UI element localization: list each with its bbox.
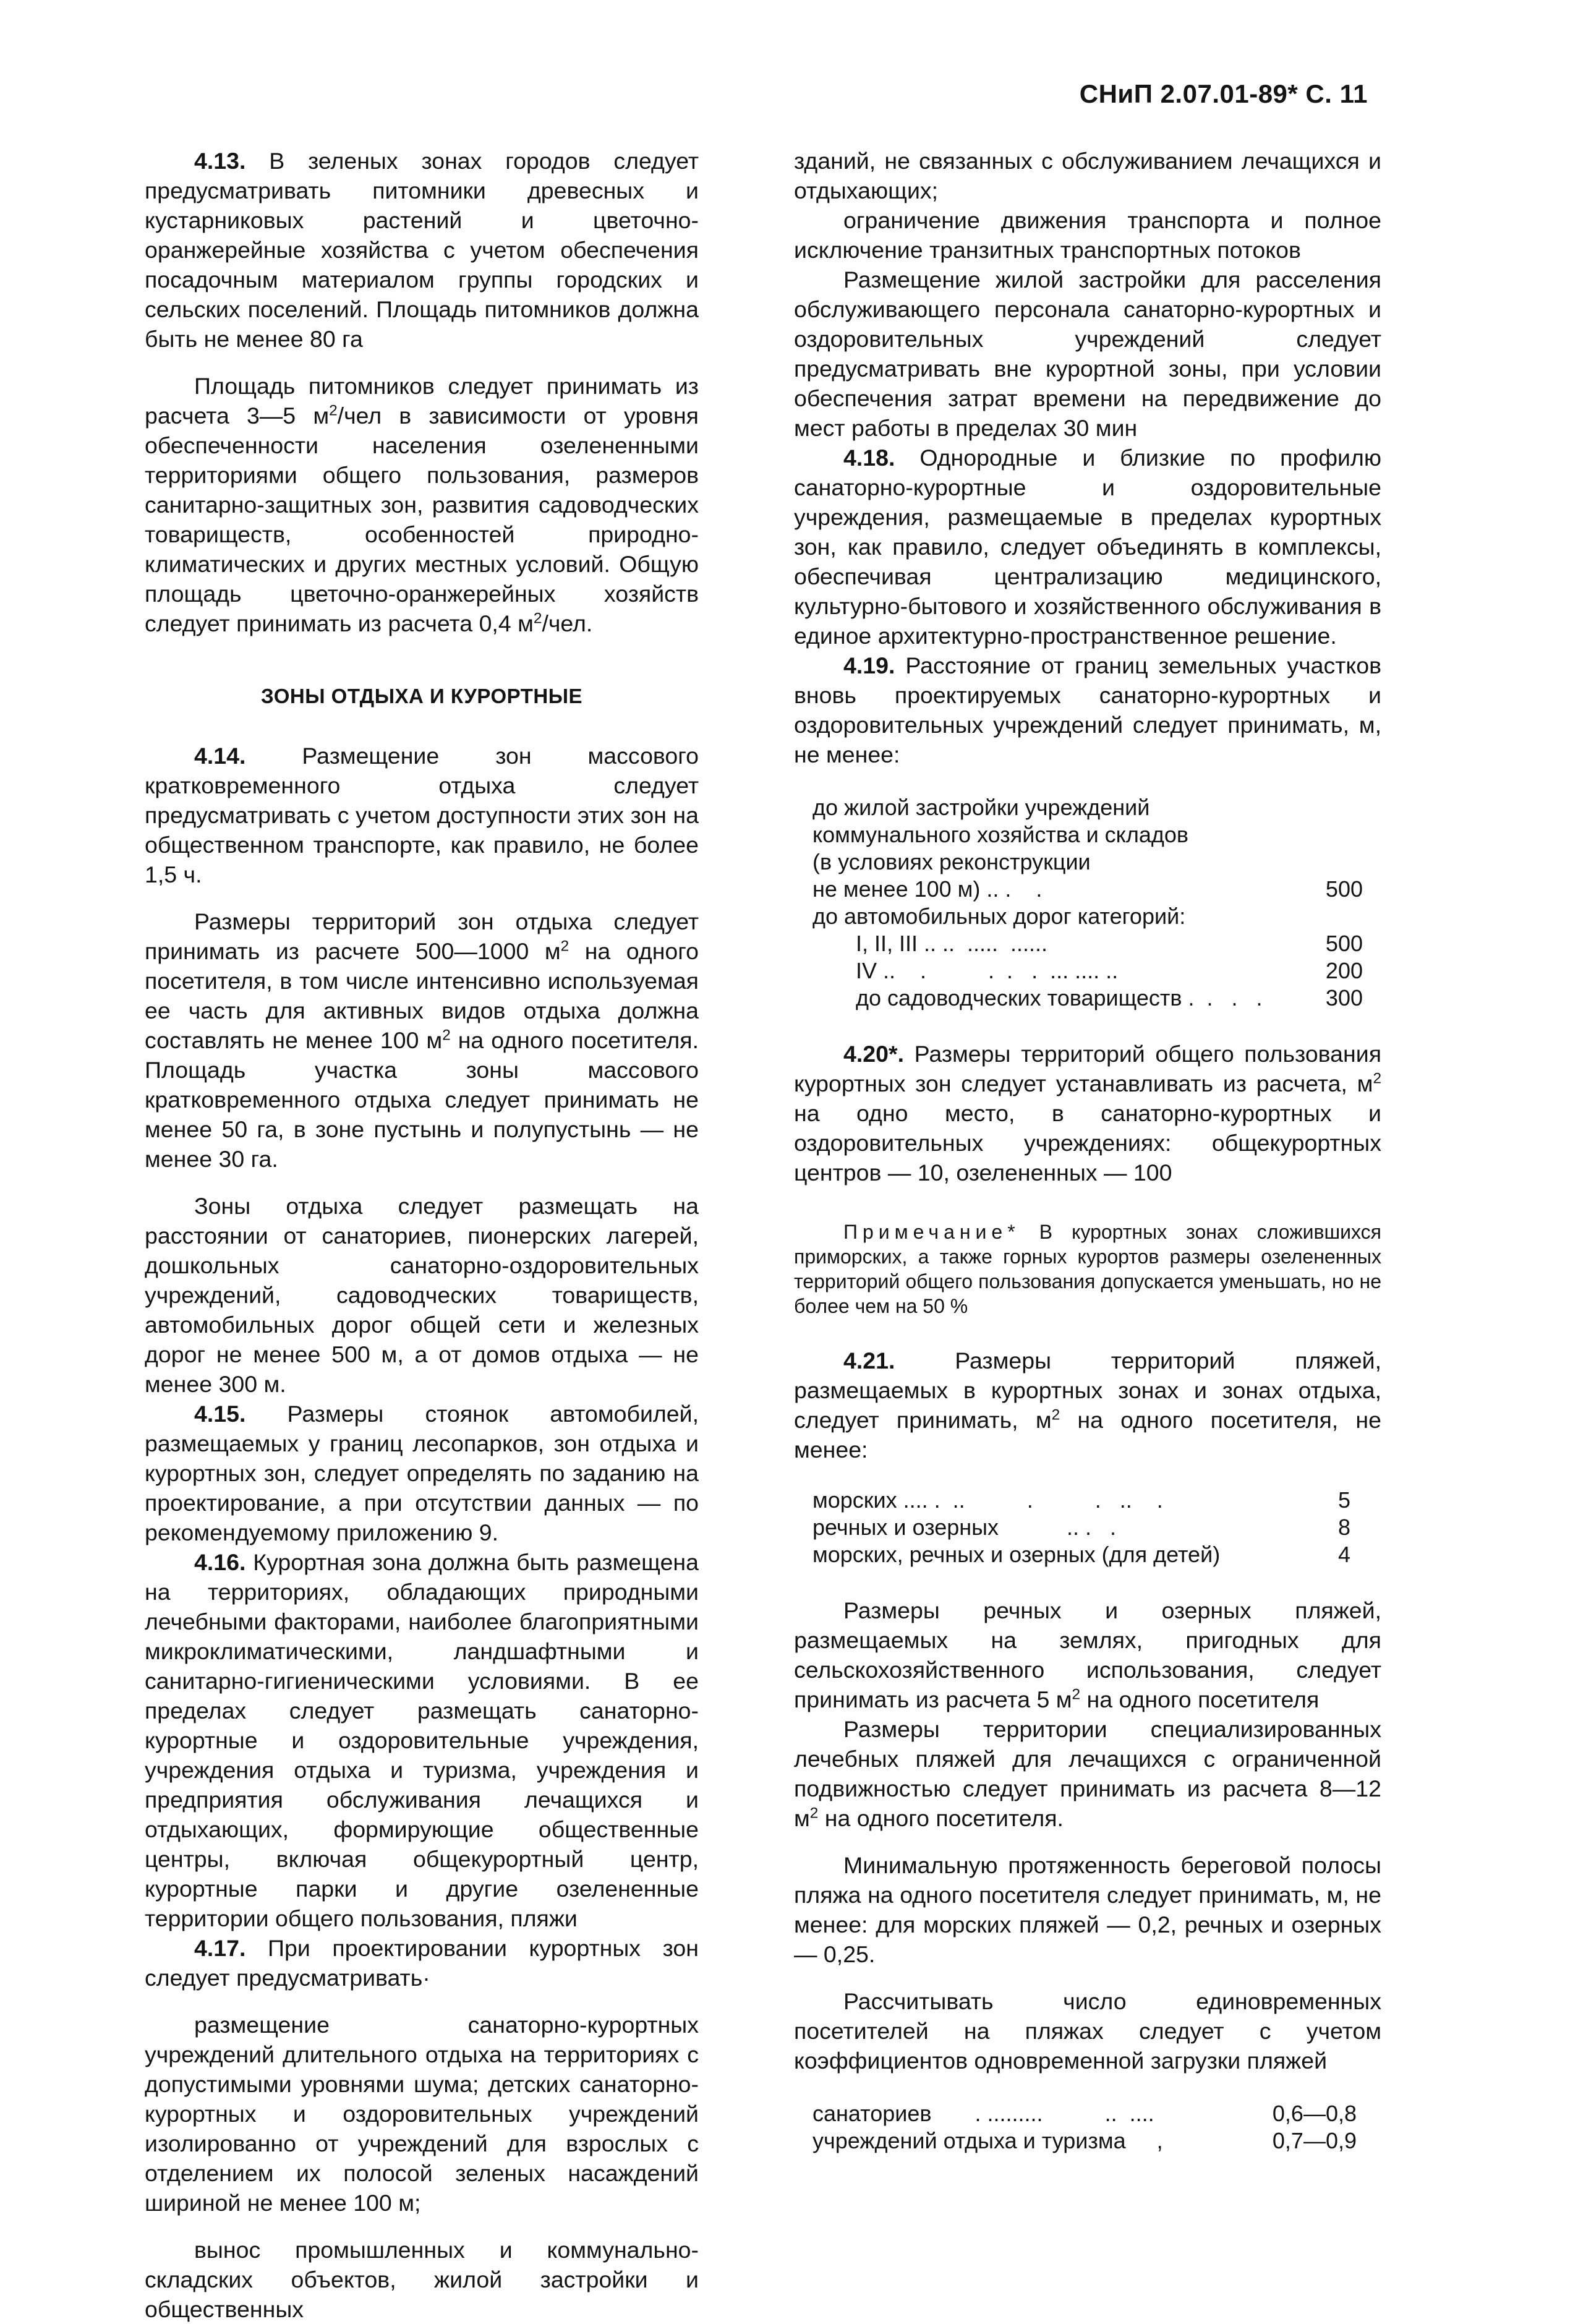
paragraph-4-21-shoreline: Минимальную протяженность береговой полосы пляжа на одного посетителя следует принимать, м, не менее: для морских пляжей — 0,2, речных и озерных — 0,25. bbox=[794, 1852, 1381, 1967]
paragraph-text: Однородные и близкие по профилю санаторно-курортные и оздоровительные учреждения, размещаемые в пределах курортных зон, как правило, следует объединять в комплексы, обеспечивая централизацию медицинского, культурно-бытового и хозяйственного обслуживания в единое архитектурно-пространственное решение. bbox=[794, 445, 1382, 649]
superscript: 2 bbox=[1072, 1686, 1081, 1703]
paragraph-text: Курортная зона должна быть размещена на территориях, обладающих природными лечебными факторами, наиболее благоприятными микроклиматическими, ландшафтными и санитарно-гигиеническими условиями. В ее пределах следует размещать санаторно-курортные и оздоровительные учреждения, учреждения отдыха и туризма, учреждения и предприятия обслуживания лечащихся и отдыхающих, формирующие общественные центры, включая общекурортный центр, курортные парки и другие озелененные территории общего пользования, пляжи bbox=[145, 1549, 699, 1931]
list-label: до садоводческих товариществ . . . . bbox=[856, 985, 1263, 1010]
list-label: речных и озерных .. . . bbox=[812, 1514, 1117, 1540]
superscript: 2 bbox=[1051, 1406, 1060, 1424]
load-list bbox=[794, 2100, 1381, 2155]
paragraph-text: Размещение зон массового кратковременного отдыха следует предусматривать с учетом доступности этих зон на общественном транспорте, как правило, не более 1,5 ч. bbox=[145, 743, 699, 887]
list-value: 5 bbox=[1337, 1487, 1350, 1513]
list-row bbox=[812, 957, 1363, 985]
clause-number: 4.20*. bbox=[843, 1041, 904, 1067]
text-fragment: на одно место, в санаторно-курортных и оздоровительных учреждениях: общекурортных центров — 10, озелененных — 100 bbox=[794, 1100, 1381, 1185]
superscript: 2 bbox=[1373, 1070, 1381, 1087]
beach-list bbox=[794, 1487, 1381, 1568]
list-label: учреждений отдыха и туризма , bbox=[812, 2128, 1163, 2153]
list-label: морских, речных и озерных (для детей) bbox=[812, 1542, 1221, 1567]
paragraph-4-21-visitors: Рассчитывать число единовременных посетителей на пляжах следует с учетом коэффициентов одновременной загрузки пляжей bbox=[794, 1988, 1381, 2074]
list-item: коммунального хозяйства и складов bbox=[812, 822, 1189, 847]
paragraph-4-18 bbox=[794, 443, 1381, 651]
paragraph-4-17-traffic: ограничение движения транспорта и полное исключение транзитных транспортных потоков bbox=[794, 207, 1381, 263]
text-fragment: Площадь питомников следует принимать из расчета 3—5 м bbox=[145, 373, 699, 429]
paragraph-4-21-medical bbox=[794, 1714, 1381, 1833]
text-fragment: Размеры территории специализированных лечебных пляжей для лечащихся с ограниченной подвижностью следует принимать из расчета 8—12 м bbox=[794, 1716, 1381, 1831]
paragraph-4-15 bbox=[145, 1399, 699, 1547]
paragraph-4-16 bbox=[145, 1547, 699, 1933]
paragraph-4-21-river bbox=[794, 1596, 1381, 1714]
paragraph-text: Расстояние от границ земельных участков вновь проектируемых санаторно-курортных и оздоровительных учреждений следует принимать, м, не менее: bbox=[794, 652, 1382, 767]
paragraph-4-17-placement: размещение санаторно-курортных учреждений длительного отдыха на территориях с допустимыми уровнями шума; детских санаторно-курортных и оздоровительных учреждений изолированно от учреждений для взрослых с отделением их полосой зеленых насаждений шириной не менее 100 м; bbox=[145, 2012, 699, 2216]
list-row bbox=[812, 930, 1363, 957]
text-fragment: Размеры речных и озерных пляжей, размещаемых на землях, пригодных для сельскохозяйственного использования, следует принимать из расчета 5 м bbox=[794, 1597, 1381, 1712]
clause-number: 4.15. bbox=[194, 1401, 246, 1427]
list-row bbox=[812, 1541, 1350, 1568]
clause-number: 4.13. bbox=[194, 148, 246, 174]
list-value: 300 bbox=[1325, 985, 1363, 1010]
paragraph-4-14-sizes bbox=[145, 907, 699, 1174]
page-header: СНиП 2.07.01-89* С. 11 bbox=[1079, 79, 1368, 108]
clause-number: 4.17. bbox=[194, 1935, 246, 1961]
clause-number: 4.19. bbox=[843, 652, 895, 678]
paragraph-4-17-continued: зданий, не связанных с обслуживанием лечащихся и отдыхающих; bbox=[794, 148, 1381, 203]
superscript: 2 bbox=[560, 938, 569, 955]
list-value: 0,7—0,9 bbox=[1272, 2128, 1357, 2153]
list-value: 4 bbox=[1337, 1542, 1350, 1567]
list-item: (в условиях реконструкции bbox=[812, 849, 1091, 874]
clause-number: 4.16. bbox=[194, 1549, 246, 1575]
list-row bbox=[812, 985, 1363, 1012]
clause-number: 4.21. bbox=[843, 1348, 895, 1373]
list-row bbox=[812, 1514, 1350, 1541]
text-fragment: на одного посетителя, не менее: bbox=[794, 1407, 1381, 1463]
list-label: не менее 100 м) .. . . bbox=[812, 876, 1043, 902]
list-row bbox=[812, 1487, 1350, 1514]
text-fragment: на одного посетителя. bbox=[818, 1805, 1064, 1831]
list-value: 8 bbox=[1337, 1514, 1350, 1540]
distance-list bbox=[794, 794, 1381, 1012]
list-label: морских .... . .. . . .. . bbox=[812, 1487, 1163, 1513]
paragraph-4-21 bbox=[794, 1346, 1381, 1464]
superscript: 2 bbox=[809, 1805, 819, 1822]
superscript: 2 bbox=[533, 610, 542, 627]
superscript: 2 bbox=[329, 402, 338, 419]
clause-number: 4.14. bbox=[194, 743, 246, 769]
text-fragment: Размеры территорий общего пользования курортных зон следует устанавливать из расчета, м bbox=[794, 1041, 1381, 1096]
paragraph-4-13-nurseries bbox=[145, 371, 699, 638]
paragraph-text: В зеленых зонах городов следует предусматривать питомники древесных и кустарниковых растений и цветочно-оранжерейные хозяйства с учетом обеспечения посадочным материалом группы городских и сельских поселений. Площадь питомников должна быть не менее 80 га bbox=[145, 148, 699, 352]
right-column bbox=[794, 146, 1381, 2155]
text-fragment: Размеры территорий пляжей, размещаемых в курортных зонах и зонах отдыха, следует принимать, м bbox=[794, 1348, 1382, 1433]
list-label: IV .. . . . . ... .... .. bbox=[856, 958, 1119, 983]
superscript: 2 bbox=[442, 1027, 451, 1044]
list-row bbox=[812, 876, 1363, 903]
list-label: санаториев . ......... .. .... bbox=[812, 2101, 1154, 2126]
paragraph-4-14-distance: Зоны отдыха следует размещать на расстоянии от санаториев, пионерских лагерей, дошкольных санаторно-оздоровительных учреждений, садоводческих товариществ, автомобильных дорог общей сети и железных дорог не менее 500 м, а от домов отдыха — не менее 300 м. bbox=[145, 1193, 699, 1397]
note-label: Примечание* bbox=[843, 1221, 1020, 1243]
list-value: 0,6—0,8 bbox=[1272, 2101, 1357, 2126]
text-fragment: /чел в зависимости от уровня обеспеченности населения озелененными территориями общего пользования, размеров санитарно-защитных зон, развития садоводческих товариществ, особенностей природно-климатических и других местных условий. Общую площадь цветочно-оранжерейных хозяйств следует принимать из расчета 0,4 м bbox=[145, 403, 699, 636]
list-label: I, II, III .. .. ..... ...... bbox=[856, 931, 1048, 956]
list-item: до жилой застройки учреждений bbox=[812, 795, 1150, 820]
paragraph-4-13 bbox=[145, 146, 699, 354]
paragraph-4-19 bbox=[794, 651, 1381, 769]
clause-number: 4.18. bbox=[843, 445, 895, 471]
paragraph-4-14 bbox=[145, 741, 699, 889]
text-fragment: /чел. bbox=[542, 610, 593, 636]
list-value: 500 bbox=[1325, 876, 1363, 902]
paragraph-text: Размеры стоянок автомобилей, размещаемых у границ лесопарков, зон отдыха и курортных зон, следует определять по заданию на проектирование, а при отсутствии данных — по рекомендуемому приложению 9. bbox=[145, 1401, 699, 1545]
left-column bbox=[145, 146, 699, 2324]
list-item: до автомобильных дорог категорий: bbox=[812, 904, 1186, 929]
paragraph-text: При проектировании курортных зон следует предусматривать· bbox=[145, 1935, 699, 1991]
list-value: 500 bbox=[1325, 931, 1363, 956]
text-fragment: Размеры территорий зон отдыха следует принимать из расчете 500—1000 м bbox=[145, 908, 699, 964]
text-fragment: на одного посетителя. Площадь участка зоны массового кратковременного отдыха следует принимать не менее 50 га, в зоне пустынь и полупустынь — не менее 30 га. bbox=[145, 1027, 699, 1172]
text-fragment: на одного посетителя, в том числе интенсивно используемая ее часть для активных видов отдыха должна составлять не менее 100 м bbox=[145, 938, 699, 1053]
list-row bbox=[812, 2100, 1357, 2127]
text-fragment: на одного посетителя bbox=[1080, 1686, 1320, 1712]
note-text: В курортных зонах сложившихся приморских, а также горных курортов размеры озелененных территорий общего пользования допускается уменьшать, но не более чем на 50 % bbox=[794, 1221, 1381, 1317]
note-block bbox=[794, 1220, 1381, 1318]
paragraph-4-17-relocation: вынос промышленных и коммунально-складских объектов, жилой застройки и общественных bbox=[145, 2237, 699, 2322]
paragraph-4-17-housing: Размещение жилой застройки для расселения обслуживающего персонала санаторно-курортных и оздоровительных учреждений следует предусматривать вне курортной зоны, при условии обеспечения затрат времени на передвижение до мест работы в пределах 30 мин bbox=[794, 267, 1381, 441]
list-value: 200 bbox=[1325, 958, 1363, 983]
section-title: ЗОНЫ ОТДЫХА И КУРОРТНЫЕ bbox=[260, 685, 583, 707]
list-row bbox=[812, 2127, 1357, 2155]
paragraph-4-17 bbox=[145, 1933, 699, 1993]
paragraph-4-20 bbox=[794, 1039, 1381, 1187]
